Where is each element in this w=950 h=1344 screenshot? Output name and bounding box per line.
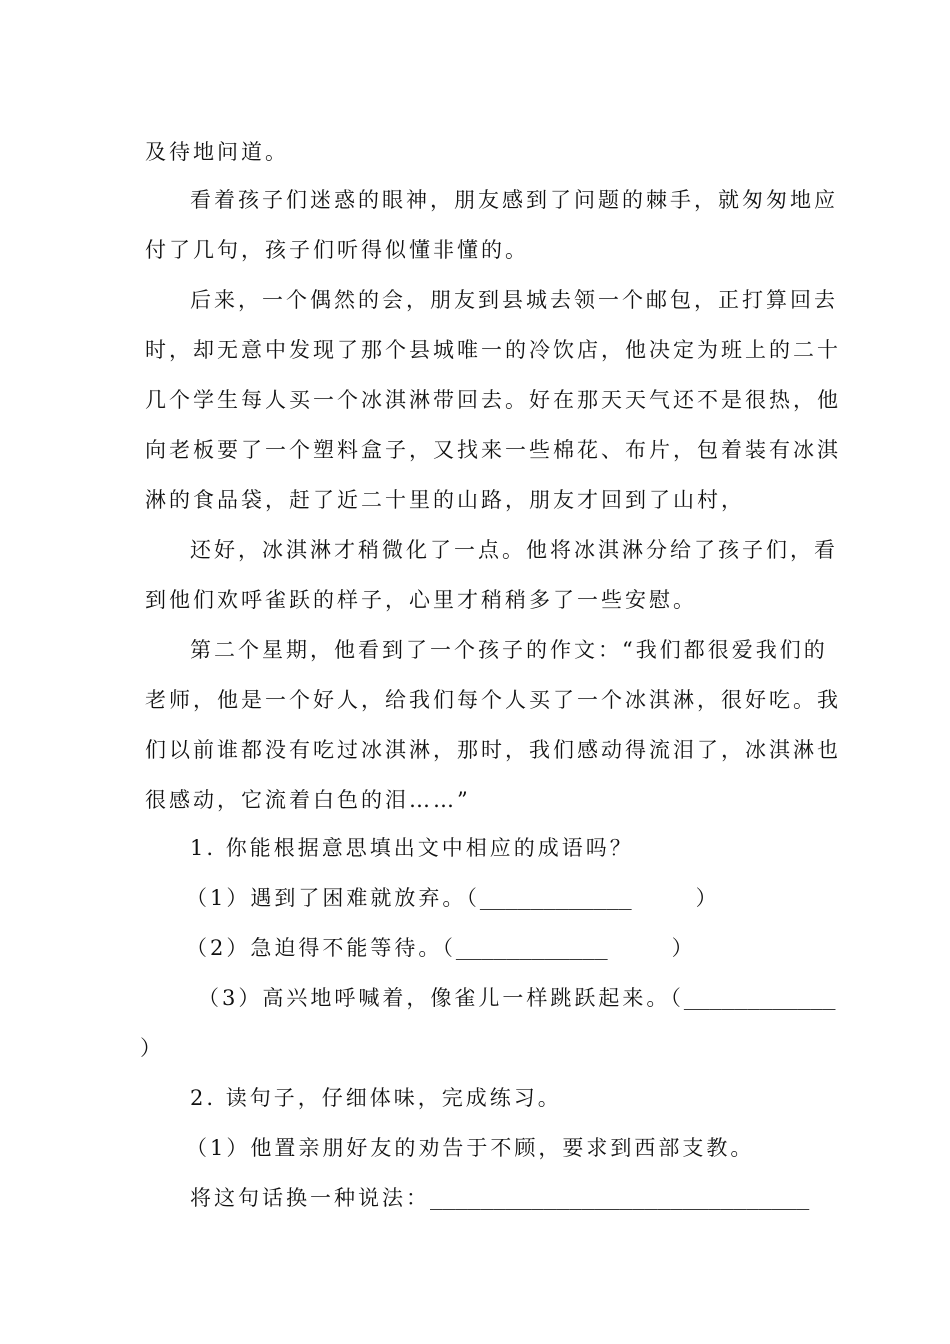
passage-line: 还好，冰淇淋才稍微化了一点。他将冰淇淋分给了孩子们，看 <box>190 538 838 562</box>
question-1-item-3: （3）高兴地呼喊着，像雀儿一样跳跃起来。（____________ <box>198 983 863 1013</box>
passage-line: 老师，他是一个好人，给我们每个人买了一个冰淇淋，很好吃。我 <box>145 688 841 712</box>
question-2-title: 2. 读句子，仔细体味，完成练习。 <box>190 1086 562 1110</box>
answer-blank[interactable]: ______________________________ <box>430 1186 810 1210</box>
question-1-title: 1. 你能根据意思填出文中相应的成语吗？ <box>190 836 634 860</box>
question-2-sentence: （1）他置亲朋好友的劝告于不顾，要求到西部支教。 <box>186 1136 755 1160</box>
passage-line: 们以前谁都没有吃过冰淇淋，那时，我们感动得流泪了，冰淇淋也 <box>145 738 841 762</box>
passage-line: 向老板要了一个塑料盒子，又找来一些棉花、布片，包着装有冰淇 <box>145 438 841 462</box>
passage-line: 很感动，它流着白色的泪……” <box>145 788 471 812</box>
passage-line: 时，却无意中发现了那个县城唯一的冷饮店，他决定为班上的二十 <box>145 338 841 362</box>
passage-line: 几个学生每人买一个冰淇淋带回去。好在那天天气还不是很热，他 <box>145 388 841 412</box>
question-1-item-3-close: ） <box>140 1036 164 1060</box>
passage-line: 第二个星期，他看到了一个孩子的作文：“我们都很爱我们的 <box>190 638 828 662</box>
question-1-item-2: （2）急迫得不能等待。（____________ ） <box>186 933 851 963</box>
passage-line: 及待地问道。 <box>145 140 289 164</box>
answer-blank[interactable]: ____________ <box>479 886 632 910</box>
passage-line: 淋的食品袋，赶了近二十里的山路，朋友才回到了山村， <box>145 488 745 512</box>
question-1-item-1: （1）遇到了困难就放弃。（____________ ） <box>186 883 851 913</box>
question-2-prompt: 将这句话换一种说法：______________________________ <box>190 1183 855 1213</box>
passage-line: 看着孩子们迷惑的眼神，朋友感到了问题的棘手，就匆匆地应 <box>190 188 838 212</box>
passage-line: 付了几句，孩子们听得似懂非懂的。 <box>145 238 529 262</box>
passage-line: 到他们欢呼雀跃的样子，心里才稍稍多了一些安慰。 <box>145 588 697 612</box>
passage-line: 后来，一个偶然的会，朋友到县城去领一个邮包，正打算回去 <box>190 288 838 312</box>
answer-blank[interactable]: ____________ <box>455 936 608 960</box>
answer-blank[interactable]: ____________ <box>683 986 836 1010</box>
